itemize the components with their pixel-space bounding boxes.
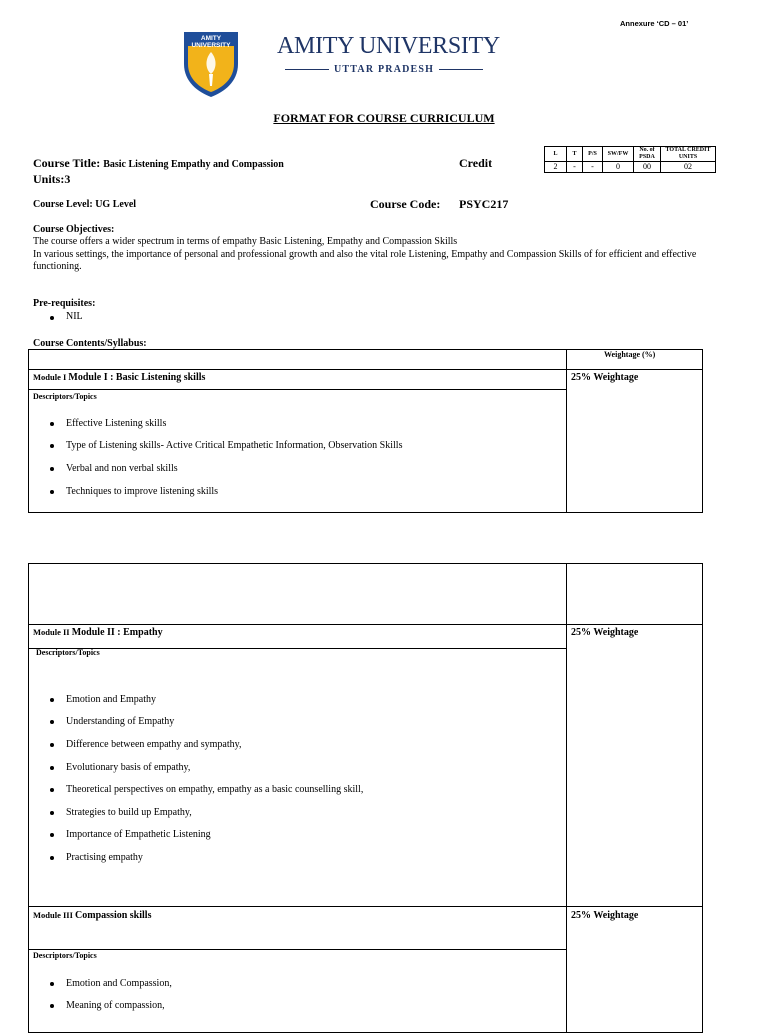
row-divider [28, 369, 703, 370]
module-2-prefix: Module II [33, 627, 70, 637]
bullet-icon [50, 811, 54, 815]
module-2-weight: 25% Weightage [571, 627, 639, 638]
module-1-name: Module I : Basic Listening skills [68, 372, 206, 383]
prerequisite-item: NIL [66, 311, 83, 322]
module-2-topic: Difference between empathy and sympathy, [66, 739, 242, 750]
credits-header-cell: L [545, 147, 567, 162]
weightage-header: Weightage (%) [604, 350, 656, 359]
bullet-icon [50, 444, 54, 448]
course-level: Course Level: UG Level [33, 199, 137, 210]
module-3-descriptor: Descriptors/Topics [33, 951, 97, 960]
module-1-topic: Type of Listening skills- Active Critical Empathetic Information, Observation Skills [66, 440, 403, 451]
module-1-prefix: Module I [33, 372, 67, 382]
course-title [33, 156, 284, 171]
bullet-icon [50, 856, 54, 860]
module-3-prefix: Module III [33, 910, 73, 920]
annexure-label: Annexure ‘CD – 01’ [620, 19, 689, 28]
module-2-title [33, 627, 163, 638]
module-3-topic: Meaning of compassion, [66, 1000, 165, 1011]
module-2-topic: Strategies to build up Empathy, [66, 807, 192, 818]
module-1-title [33, 372, 205, 383]
bullet-icon [50, 720, 54, 724]
course-code-label: Course Code: [370, 197, 441, 211]
column-divider [566, 349, 567, 513]
bullet-icon [50, 490, 54, 494]
objectives-heading: Course Objectives: [33, 224, 115, 235]
module-2-name: Module II : Empathy [71, 627, 163, 638]
objectives-line: The course offers a wider spectrum in terms of empathy Basic Listening, Empathy and Compassion Skills [33, 236, 458, 247]
credits-header-row [545, 147, 716, 162]
bullet-icon [50, 467, 54, 471]
bullet-icon [50, 982, 54, 986]
credits-header-cell: SW/FW [603, 147, 634, 162]
credits-table [544, 146, 716, 173]
credits-value-row [545, 162, 716, 173]
bullet-icon [50, 316, 54, 320]
bullet-icon [50, 788, 54, 792]
course-code-value: PSYC217 [459, 197, 509, 211]
module-1-topic: Verbal and non verbal skills [66, 463, 178, 474]
module-2-topic: Importance of Empathetic Listening [66, 829, 211, 840]
format-title: FORMAT FOR COURSE CURRICULUM [273, 111, 495, 125]
module-2-topic: Emotion and Empathy [66, 694, 156, 705]
subtitle-rule-left [285, 69, 329, 70]
bullet-icon [50, 1004, 54, 1008]
row-divider [28, 949, 566, 950]
module-1-topic: Techniques to improve listening skills [66, 486, 219, 497]
module-2-topic: Practising empathy [66, 852, 143, 863]
module-1-weight: 25% Weightage [571, 372, 639, 383]
module-1-descriptor: Descriptors/Topics [33, 392, 97, 401]
course-title-label: Course Title: [33, 156, 101, 170]
module-3-topic: Emotion and Compassion, [66, 978, 172, 989]
subtitle-text: UTTAR PRADESH [334, 64, 435, 75]
university-name: AMITY UNIVERSITY [277, 33, 500, 59]
prerequisites-heading: Pre-requisites: [33, 298, 96, 309]
subtitle-rule-right [439, 69, 483, 70]
credits-value-cell: - [567, 162, 583, 173]
credits-header-cell: No. of PSDA [634, 147, 661, 162]
module-3-name: Compassion skills [75, 910, 152, 921]
credits-header-cell: P/S [583, 147, 603, 162]
logo-text: AMITY UNIVERSITY [191, 35, 231, 49]
module-2-topic: Theoretical perspectives on empathy, empathy as a basic counselling skill, [66, 784, 364, 795]
row-divider [28, 648, 566, 649]
credits-header-cell: TOTAL CREDIT UNITS [661, 147, 716, 162]
objectives-line: In various settings, the importance of personal and professional growth and also the vital role Listening, Empathy and Compassion Skills of for efficient and effective functioning. [33, 248, 697, 272]
bullet-icon [50, 743, 54, 747]
row-divider [28, 389, 566, 390]
module-3-weight: 25% Weightage [571, 910, 639, 921]
credits-value-cell: 0 [603, 162, 634, 173]
course-title-value: Basic Listening Empathy and Compassion [103, 159, 284, 170]
module-2-descriptor: Descriptors/Topics [36, 648, 100, 657]
credit-label: Credit [459, 156, 493, 170]
module-1-topic: Effective Listening skills [66, 418, 167, 429]
row-divider [28, 906, 703, 907]
credits-value-cell: 2 [545, 162, 567, 173]
module-2-topic: Understanding of Empathy [66, 716, 175, 727]
credits-value-cell: 02 [661, 162, 716, 173]
bullet-icon [50, 422, 54, 426]
module-3-title [33, 910, 151, 921]
university-subtitle [285, 64, 483, 75]
contents-heading: Course Contents/Syllabus: [33, 338, 147, 349]
credits-header-cell: T [567, 147, 583, 162]
course-units: Units:3 [33, 172, 71, 186]
bullet-icon [50, 766, 54, 770]
credits-value-cell: 00 [634, 162, 661, 173]
row-divider [28, 624, 703, 625]
bullet-icon [50, 698, 54, 702]
bullet-icon [50, 833, 54, 837]
credits-value-cell: - [583, 162, 603, 173]
objectives-text [33, 236, 723, 274]
column-divider [566, 563, 567, 1033]
module-2-topic: Evolutionary basis of empathy, [66, 762, 191, 773]
